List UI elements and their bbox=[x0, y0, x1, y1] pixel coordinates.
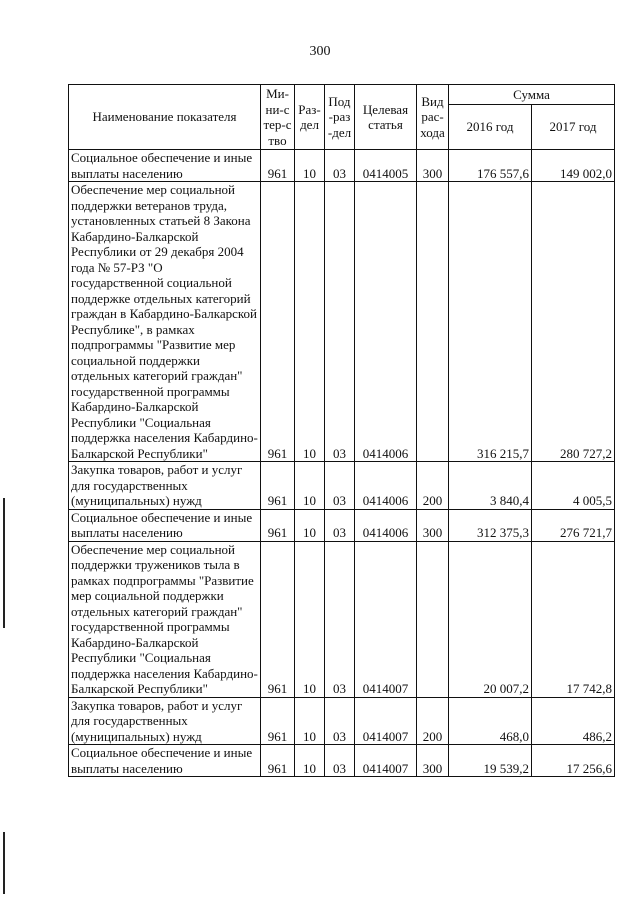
cell-ministry: 961 bbox=[261, 182, 295, 462]
cell-name: Социальное обеспечение и иные выплаты населению bbox=[69, 150, 261, 182]
cell-ministry: 961 bbox=[261, 150, 295, 182]
scan-margin-line bbox=[3, 498, 5, 628]
cell-section: 10 bbox=[295, 697, 325, 745]
cell-2017: 486,2 bbox=[532, 697, 615, 745]
cell-subsection: 03 bbox=[325, 462, 355, 510]
cell-subsection: 03 bbox=[325, 509, 355, 541]
cell-section: 10 bbox=[295, 150, 325, 182]
header-expense: Вид рас-хода bbox=[417, 85, 449, 150]
table-row bbox=[69, 150, 615, 182]
table-row bbox=[69, 697, 615, 745]
header-section: Раз-дел bbox=[295, 85, 325, 150]
cell-section: 10 bbox=[295, 462, 325, 510]
cell-section: 10 bbox=[295, 509, 325, 541]
cell-2017: 276 721,7 bbox=[532, 509, 615, 541]
cell-ministry: 961 bbox=[261, 697, 295, 745]
header-sum: Сумма bbox=[449, 85, 615, 105]
header-row bbox=[69, 85, 615, 105]
table-row bbox=[69, 745, 615, 777]
cell-expense: 300 bbox=[417, 509, 449, 541]
page-number: 300 bbox=[309, 44, 331, 59]
budget-table bbox=[68, 84, 615, 777]
cell-2016: 468,0 bbox=[449, 697, 532, 745]
cell-name: Закупка товаров, работ и услуг для государственных (муниципальных) нужд bbox=[69, 462, 261, 510]
cell-name: Обеспечение мер социальной поддержки тружеников тыла в рамках подпрограммы "Развитие мер социальной поддержки отдельных категорий граждан" государственной программы Кабардино-Балкарской Республики "Социальная поддержка населения Кабардино-Балкарской Республики" bbox=[69, 541, 261, 697]
table-row bbox=[69, 541, 615, 697]
header-year-2017: 2017 год bbox=[532, 105, 615, 150]
table-row bbox=[69, 509, 615, 541]
cell-2016: 312 375,3 bbox=[449, 509, 532, 541]
cell-expense: 200 bbox=[417, 462, 449, 510]
cell-ministry: 961 bbox=[261, 462, 295, 510]
header-ministry: Ми-ни-стер-ство bbox=[261, 85, 295, 150]
cell-subsection: 03 bbox=[325, 150, 355, 182]
cell-2017: 17 742,8 bbox=[532, 541, 615, 697]
cell-name: Закупка товаров, работ и услуг для государственных (муниципальных) нужд bbox=[69, 697, 261, 745]
scan-margin-line bbox=[3, 832, 5, 894]
cell-2017: 280 727,2 bbox=[532, 182, 615, 462]
header-name: Наименование показателя bbox=[69, 85, 261, 150]
table-row bbox=[69, 182, 615, 462]
cell-2016: 20 007,2 bbox=[449, 541, 532, 697]
cell-section: 10 bbox=[295, 745, 325, 777]
cell-2016: 316 215,7 bbox=[449, 182, 532, 462]
cell-name: Социальное обеспечение и иные выплаты населению bbox=[69, 509, 261, 541]
cell-2017: 17 256,6 bbox=[532, 745, 615, 777]
cell-name: Обеспечение мер социальной поддержки ветеранов труда, установленных статьей 8 Закона Кабардино-Балкарской Республики от 29 декабря 2004 года № 57-РЗ "О государственной социальной поддержке отдельных категорий граждан в Кабардино-Балкарской Республике", в рамках подпрограммы "Развитие мер социальной поддержки отдельных категорий граждан" государственной программы Кабардино-Балкарской Республики "Социальная поддержка населения Кабардино-Балкарской Республики" bbox=[69, 182, 261, 462]
cell-target: 0414006 bbox=[355, 462, 417, 510]
cell-section: 10 bbox=[295, 182, 325, 462]
cell-subsection: 03 bbox=[325, 182, 355, 462]
cell-expense bbox=[417, 182, 449, 462]
cell-expense: 300 bbox=[417, 150, 449, 182]
cell-target: 0414007 bbox=[355, 745, 417, 777]
cell-2017: 149 002,0 bbox=[532, 150, 615, 182]
cell-2016: 19 539,2 bbox=[449, 745, 532, 777]
header-year-2016: 2016 год bbox=[449, 105, 532, 150]
cell-ministry: 961 bbox=[261, 541, 295, 697]
header-subsection: Под-раз-дел bbox=[325, 85, 355, 150]
cell-target: 0414006 bbox=[355, 509, 417, 541]
cell-2016: 3 840,4 bbox=[449, 462, 532, 510]
cell-subsection: 03 bbox=[325, 541, 355, 697]
cell-expense: 300 bbox=[417, 745, 449, 777]
cell-ministry: 961 bbox=[261, 509, 295, 541]
cell-subsection: 03 bbox=[325, 697, 355, 745]
cell-name: Социальное обеспечение и иные выплаты населению bbox=[69, 745, 261, 777]
cell-section: 10 bbox=[295, 541, 325, 697]
cell-2016: 176 557,6 bbox=[449, 150, 532, 182]
cell-target: 0414005 bbox=[355, 150, 417, 182]
table-row bbox=[69, 462, 615, 510]
cell-target: 0414006 bbox=[355, 182, 417, 462]
cell-expense: 200 bbox=[417, 697, 449, 745]
cell-target: 0414007 bbox=[355, 541, 417, 697]
cell-target: 0414007 bbox=[355, 697, 417, 745]
cell-2017: 4 005,5 bbox=[532, 462, 615, 510]
cell-ministry: 961 bbox=[261, 745, 295, 777]
cell-expense bbox=[417, 541, 449, 697]
header-target: Целевая статья bbox=[355, 85, 417, 150]
cell-subsection: 03 bbox=[325, 745, 355, 777]
